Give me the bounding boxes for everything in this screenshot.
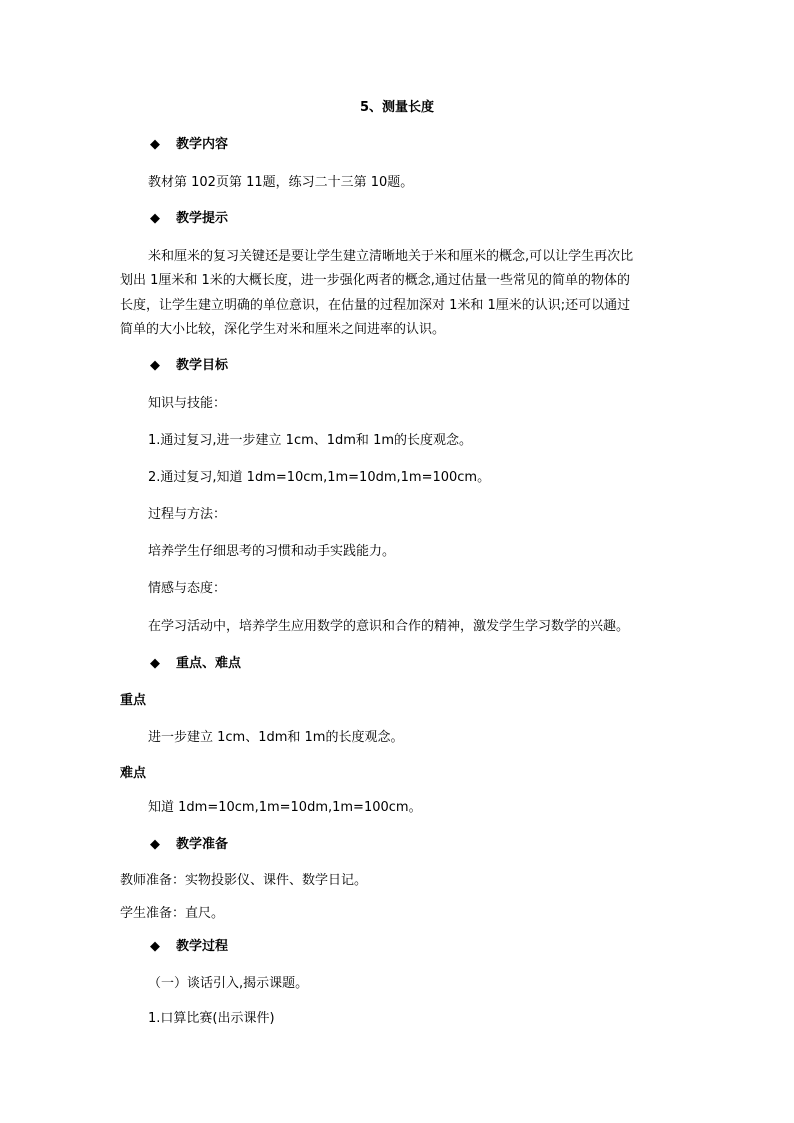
diamond-bullet-icon: ◆ [150,358,160,373]
key-point-label: 重点 [120,693,147,708]
process-method-text: 培养学生仔细思考的习惯和动手实践能力。 [148,544,396,559]
section-heading-key [150,655,241,673]
emotion-label: 情感与态度： [148,581,227,596]
section-heading-label: 教学过程 [176,939,229,954]
section-heading-label: 教学准备 [176,837,229,852]
difficult-point-label: 难点 [120,766,147,781]
tips-paragraph [120,245,674,342]
diamond-bullet-icon: ◆ [150,656,160,671]
diamond-bullet-icon: ◆ [150,211,160,226]
diamond-bullet-icon: ◆ [150,939,160,954]
student-prep-text: 学生准备：直尺。 [120,906,225,921]
knowledge-label: 知识与技能： [148,396,227,411]
process-step-1: （一）谈话引入,揭示课题。 [148,976,309,991]
tips-line: 长度，让学生建立明确的单位意识，在估量的过程加深对 1米和 1厘米的认识;还可以通过 [120,297,631,313]
key-point-text: 进一步建立 1cm、1dm和 1m的长度观念。 [148,730,404,745]
tips-line: 划出 1厘米和 1米的大概长度，进一步强化两者的概念,通过估量一些常见的简单的物体的 [120,273,630,289]
teacher-prep-text: 教师准备：实物投影仪、课件、数学日记。 [120,873,368,888]
content-text: 教材第 102页第 11题，练习二十三第 10题。 [148,175,414,190]
tips-line: 米和厘米的复习关键还是要让学生建立清晰地关于米和厘米的概念,可以让学生再次比 [148,249,634,264]
diamond-bullet-icon: ◆ [150,137,160,152]
section-heading-prep [150,836,228,854]
knowledge-item-2: 2.通过复习,知道 1dm=10cm,1m=10dm,1m=100cm。 [148,470,491,485]
process-method-label: 过程与方法： [148,507,227,522]
section-heading-goals [150,357,228,375]
knowledge-item-1: 1.通过复习,进一步建立 1cm、1dm和 1m的长度观念。 [148,433,473,448]
tips-line: 简单的大小比较，深化学生对米和厘米之间进率的认识。 [120,321,446,337]
difficult-point-text: 知道 1dm=10cm,1m=10dm,1m=100cm。 [148,800,422,815]
section-heading-label: 教学提示 [176,211,229,226]
section-heading-label: 教学目标 [176,358,229,373]
document-title: 5、测量长度 [359,100,435,115]
section-heading-label: 重点、难点 [176,656,242,671]
process-item-1: 1.口算比赛(出示课件) [148,1011,275,1026]
section-heading-tips [150,210,228,228]
emotion-text: 在学习活动中，培养学生应用数学的意识和合作的精神，激发学生学习数学的兴趣。 [148,619,630,634]
section-heading-content [150,136,228,154]
section-heading-label: 教学内容 [176,137,229,152]
section-heading-process [150,938,228,956]
diamond-bullet-icon: ◆ [150,837,160,852]
